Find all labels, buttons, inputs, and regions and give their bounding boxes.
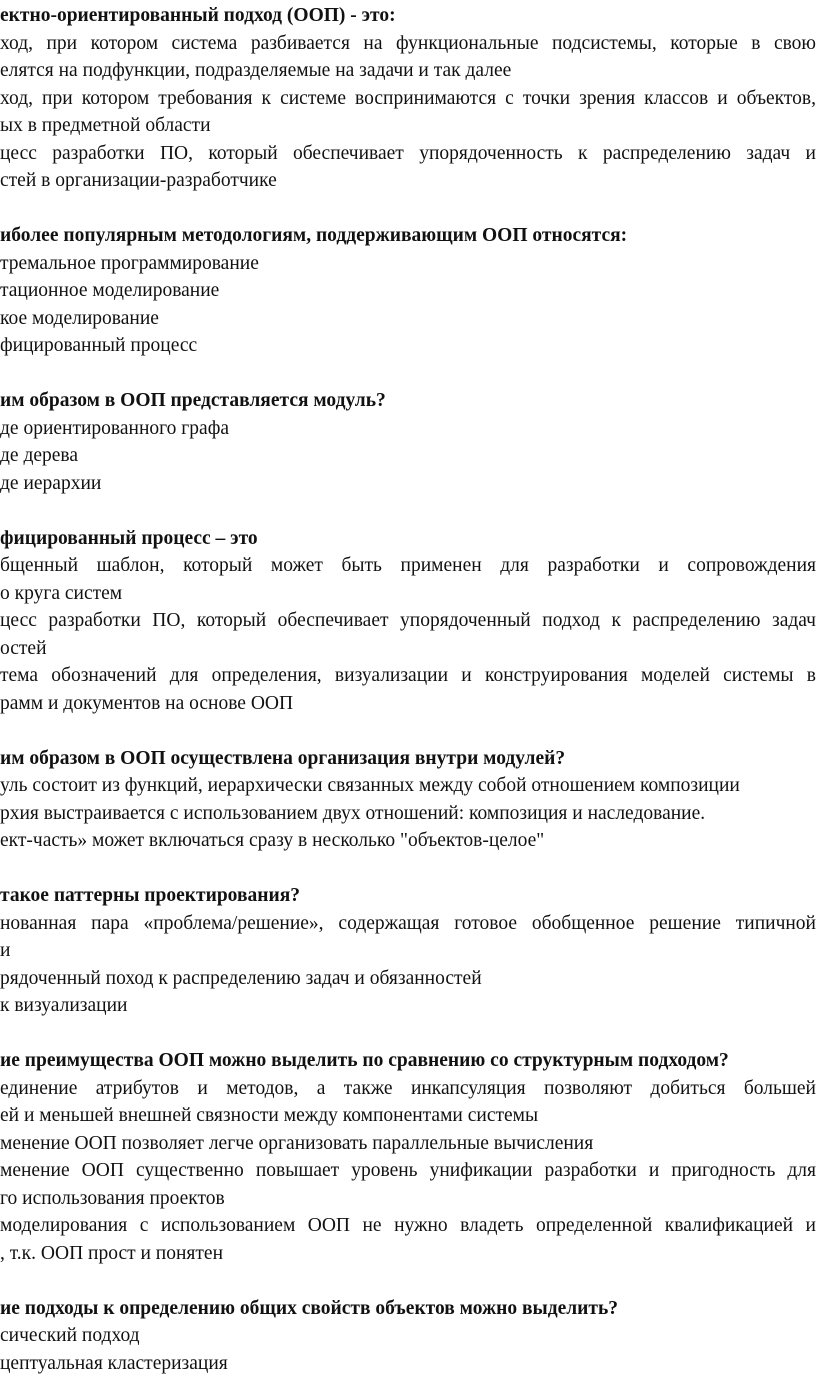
answer-option-line: сический подход xyxy=(0,1325,140,1346)
answer-option-line: моделирования с использованием ООП не нужно владеть определенной квалификацией и xyxy=(0,1215,816,1236)
question-heading: ие подходы к определению общих свойств объектов можно выделить? xyxy=(0,1297,619,1319)
question-heading: такое паттерны проектирования? xyxy=(0,885,300,906)
blank-line xyxy=(0,1020,816,1048)
answer-option-line: остей xyxy=(0,637,47,659)
question-heading: им образом в ООП осуществлена организация внутри модулей? xyxy=(0,747,566,769)
answer-option-line: го использования проектов xyxy=(0,1187,225,1209)
answer-option-line: де ориентированного графа xyxy=(0,417,229,439)
blank-line xyxy=(0,195,816,223)
answer-option-line: стей в организации-разработчике xyxy=(0,170,277,191)
answer-option-line: ей и меньшей внешней связности между компонентами системы xyxy=(0,1105,539,1126)
blank-line xyxy=(0,1267,816,1295)
answer-option-line: нованная пара «проблема/решение», содержащая готовое обобщенное решение типичной xyxy=(0,912,816,934)
answer-option-line: , т.к. ООП прост и понятен xyxy=(0,1242,224,1264)
answer-option-line: единение атрибутов и методов, а также инкапсуляция позволяют добиться большей xyxy=(0,1077,816,1099)
question-heading: ие преимущества ООП можно выделить по сравнению со структурным подходом? xyxy=(0,1050,729,1071)
answer-option-line: о круга систем xyxy=(0,582,123,604)
answer-option-line: рамм и документов на основе ООП xyxy=(0,692,294,714)
answer-option-line: к визуализации xyxy=(0,995,128,1016)
answer-option-line: цесс разработки ПО, который обеспечивает упорядоченный подход к распределению задач xyxy=(0,610,816,631)
answer-option-line: рядоченный поход к распределению задач и обязанностей xyxy=(0,967,482,989)
answer-option-line: рхия выстраивается с использованием двух отношений: композиция и наследование. xyxy=(0,802,706,824)
blank-line xyxy=(0,717,816,745)
question-heading: ектно-ориентированный подход (ООП) - это: xyxy=(0,5,396,26)
answer-option-line: цептуальная кластеризация xyxy=(0,1352,228,1374)
answer-option-line: уль состоит из функций, иерархически связанных между собой отношением композиции xyxy=(0,775,740,796)
answer-option-line: де иерархии xyxy=(0,472,102,494)
answer-option-line: бщенный шаблон, который может быть применен для разработки и сопровождения xyxy=(0,555,816,576)
question-heading: фицированный процесс – это xyxy=(0,527,258,549)
answer-option-line: менение ООП позволяет легче организовать параллельные вычисления xyxy=(0,1132,594,1154)
question-heading: иболее популярным методологиям, поддерживающим ООП относятся: xyxy=(0,225,628,246)
answer-option-line: елятся на подфункции, подразделяемые на задачи и так далее xyxy=(0,60,512,81)
answer-option-line: ых в предметной области xyxy=(0,115,211,136)
answer-option-line: цесс разработки ПО, который обеспечивает упорядоченность к распределению задач и xyxy=(0,142,816,164)
answer-option-line: ект-часть» может включаться сразу в несколько "объектов-целое" xyxy=(0,830,545,851)
question-heading: им образом в ООП представляется модуль? xyxy=(0,390,386,411)
answer-option-line: кое моделирование xyxy=(0,307,159,329)
blank-line xyxy=(0,855,816,883)
answer-option-line: тационное моделирование xyxy=(0,280,220,301)
blank-line xyxy=(0,497,816,525)
answer-option-line: ход, при котором требования к системе воспринимаются с точки зрения классов и объектов, xyxy=(0,87,816,109)
answer-option-line: тема обозначений для определения, визуализации и конструирования моделей системы в xyxy=(0,665,816,686)
answer-option-line: де дерева xyxy=(0,445,79,466)
answer-option-line: тремальное программирование xyxy=(0,252,259,274)
blank-line xyxy=(0,360,816,388)
answer-option-line: менение ООП существенно повышает уровень унификации разработки и пригодность для xyxy=(0,1160,816,1181)
answer-option-line: фицированный процесс xyxy=(0,335,198,356)
answer-option-line: ход, при котором система разбивается на функциональные подсистемы, которые в свою xyxy=(0,32,816,54)
answer-option-line: и xyxy=(0,940,11,961)
